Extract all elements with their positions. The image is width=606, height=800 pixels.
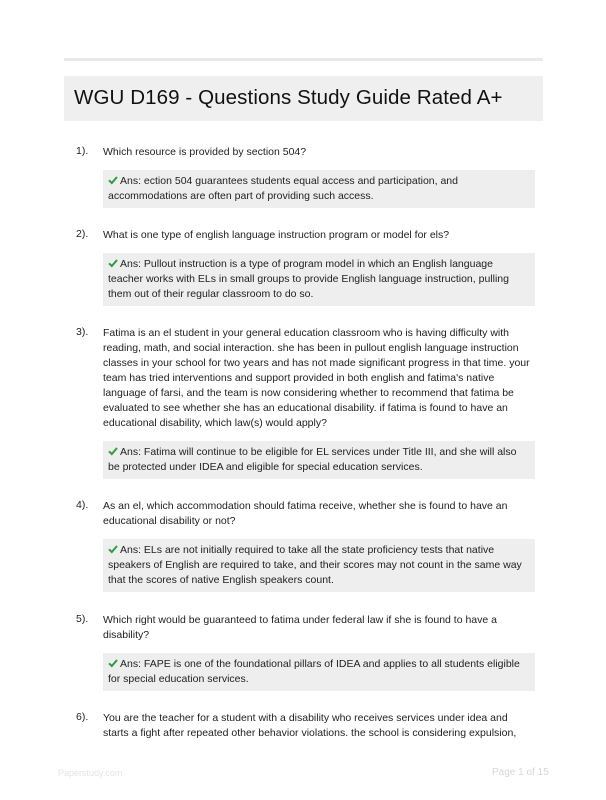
question-text: Fatima is an el student in your general education classroom who is having difficulty with reading, math, and social interaction. she has been in pullout english language instruction classes in your school for two years and has not made significant progress in that time. your team has tried interventions and support provided in both english and fatima's native language of farsi, and the team is now considering whether to recommend that fatima be evaluated to see whether she has an educational disability. if fatima is found to have an educational disability, which law(s) would apply? bbox=[103, 327, 530, 429]
question-number: 2). bbox=[76, 228, 89, 240]
check-icon bbox=[108, 658, 118, 668]
answer-box bbox=[103, 441, 535, 479]
question-number: 6). bbox=[76, 711, 89, 723]
answer-box bbox=[103, 653, 535, 691]
page-indicator: Page 1 of 15 bbox=[492, 767, 549, 778]
answer-box bbox=[103, 170, 535, 208]
check-icon bbox=[108, 258, 118, 268]
question-text: You are the teacher for a student with a disability who receives services under idea and starts a fight after repeated other behavior violations. the school is considering expulsion, bbox=[103, 712, 517, 739]
question-number: 5). bbox=[76, 613, 89, 625]
question-number: 4). bbox=[76, 499, 89, 511]
check-icon bbox=[108, 175, 118, 185]
question-text: What is one type of english language instruction program or model for els? bbox=[103, 229, 450, 241]
answer-box bbox=[103, 539, 535, 592]
document-title: WGU D169 - Questions Study Guide Rated A+ bbox=[74, 86, 503, 109]
answer-text: Ans: ELs are not initially required to take all the state proficiency tests that native speakers of English are required to take, and their scores may not count in the same way that the scores of native English speakers count. bbox=[108, 544, 522, 586]
footer-watermark: Paperstudy.com bbox=[58, 768, 123, 778]
check-icon bbox=[108, 446, 118, 456]
question-number: 3). bbox=[76, 326, 89, 338]
top-divider bbox=[64, 58, 543, 61]
answer-text: Ans: FAPE is one of the foundational pillars of IDEA and applies to all students eligible for special education services. bbox=[108, 658, 520, 685]
question-text: As an el, which accommodation should fatima receive, whether she is found to have an educational disability or not? bbox=[103, 500, 508, 527]
check-icon bbox=[108, 544, 118, 554]
question-text: Which right would be guaranteed to fatima under federal law if she is found to have a disability? bbox=[103, 614, 497, 641]
answer-text: Ans: ection 504 guarantees students equal access and participation, and accommodations are often part of providing such access. bbox=[108, 175, 458, 202]
question-text: Which resource is provided by section 504? bbox=[103, 146, 307, 158]
answer-box bbox=[103, 253, 535, 306]
answer-text: Ans: Fatima will continue to be eligible for EL services under Title III, and she will also be protected under IDEA and eligible for special education services. bbox=[108, 446, 517, 473]
title-banner bbox=[64, 76, 543, 121]
answer-text: Ans: Pullout instruction is a type of program model in which an English language teacher works with ELs in small groups to provide English language instruction, pulling them out of their regular classroom to do so. bbox=[108, 258, 509, 300]
question-number: 1). bbox=[76, 145, 89, 157]
